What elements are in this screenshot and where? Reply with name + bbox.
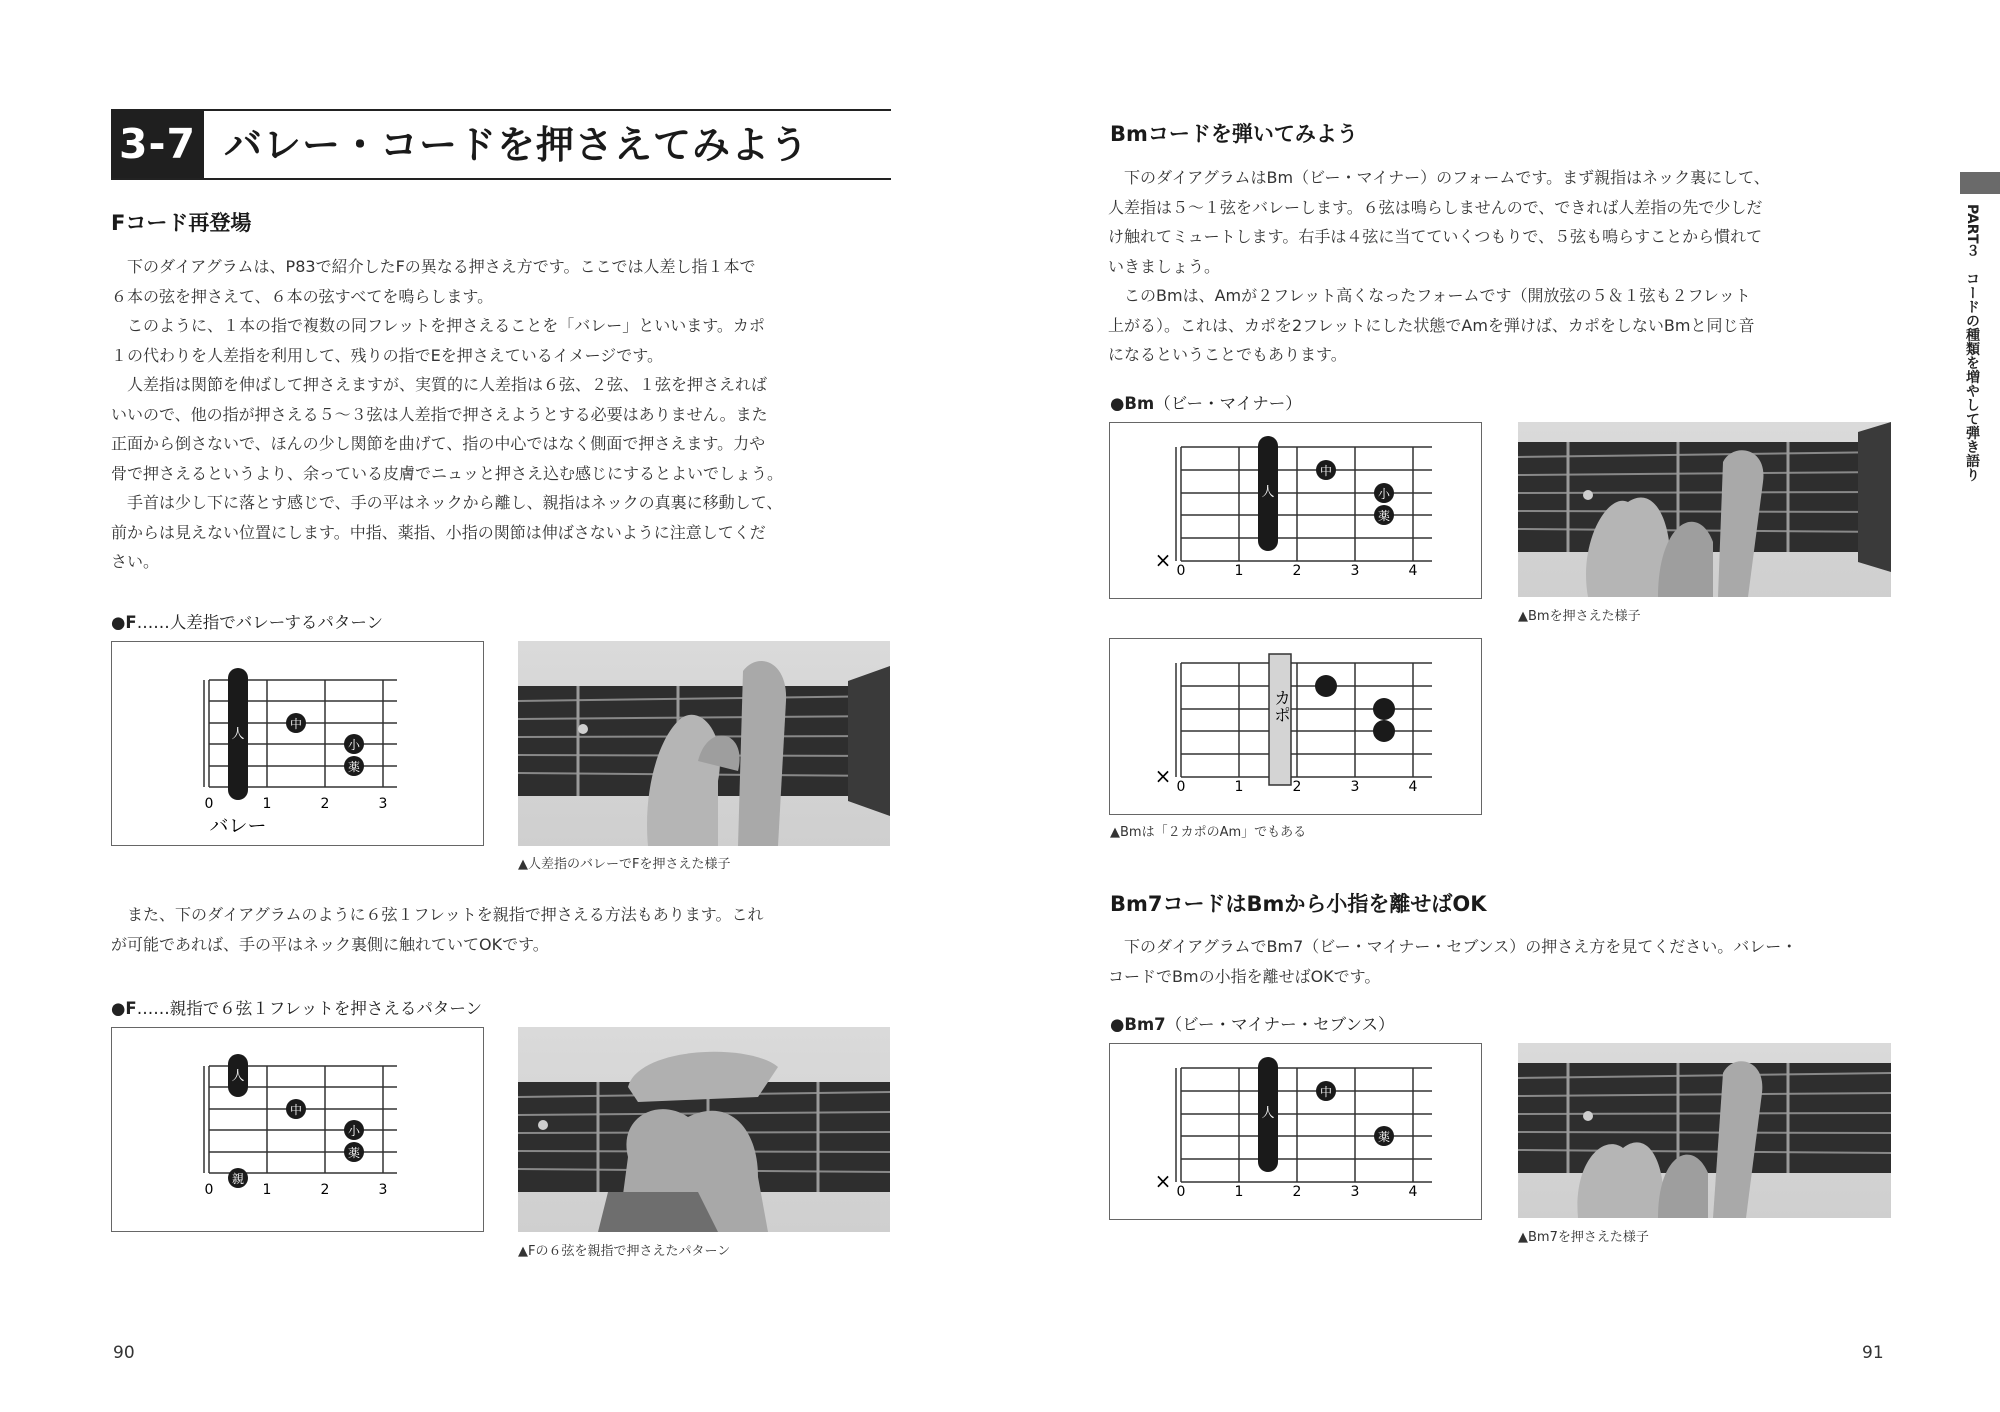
finger-dot xyxy=(1373,720,1395,742)
section-number: 3-7 xyxy=(111,110,204,178)
photo-bm7 xyxy=(1518,1043,1891,1218)
text-line: 正面から倒さないで、ほんの少し関節を曲げて、指の中心ではなく側面で押さえます。力や xyxy=(111,434,766,453)
body-text-4 xyxy=(1108,932,1808,991)
chord-diagram-f-barre xyxy=(111,641,484,846)
photo-caption-f1: ▲人差指のバレーでFを押さえた様子 xyxy=(518,857,731,872)
photo-bm xyxy=(1518,422,1891,597)
middle-finger-label: 中 xyxy=(1319,1085,1333,1099)
fret-number: 3 xyxy=(1350,563,1360,579)
text-line: このように、１本の指で複数の同フレットを押さえることを「バレー」といいます。カポ xyxy=(111,316,765,335)
chord-name: Bm xyxy=(1124,394,1155,413)
ring-finger-label: 薬 xyxy=(1377,509,1391,523)
fret-number: 2 xyxy=(1292,563,1302,579)
fretboard-diagram xyxy=(1110,1044,1481,1219)
photo-caption-bm: ▲Bmを押さえた様子 xyxy=(1518,609,1641,624)
figure-desc: （ビー・マイナー・セブンス） xyxy=(1165,1015,1395,1034)
middle-finger-label: 中 xyxy=(289,717,303,731)
figure-caption-bm7 xyxy=(1110,1011,1395,1035)
figure-caption-f2 xyxy=(111,995,482,1019)
figure-caption-bm xyxy=(1110,390,1302,414)
fret-number: 1 xyxy=(262,1182,272,1198)
fret-number: 3 xyxy=(1350,1184,1360,1200)
photo-caption-f2: ▲Fの６弦を親指で押さえたパターン xyxy=(518,1244,731,1259)
index-finger-label: 人 xyxy=(231,1069,245,1084)
fret-number: 0 xyxy=(1176,1184,1186,1200)
finger-dot xyxy=(1315,675,1337,697)
fret-number: 1 xyxy=(1234,563,1244,579)
bullet-icon: ● xyxy=(111,613,126,632)
text-line: 下のダイアグラムは、P83で紹介したFの異なる押さえ方です。ここでは人差し指１本で xyxy=(111,257,756,276)
fret-number: 2 xyxy=(1292,1184,1302,1200)
chapter-tab-marker xyxy=(1960,172,2000,194)
fret-number: 1 xyxy=(1234,1184,1244,1200)
chord-diagram-bm xyxy=(1109,422,1482,599)
text-line: け触れてミュートします。右手は４弦に当てていくつもりで、５弦も鳴らすことから慣れて xyxy=(1108,227,1763,246)
text-line: また、下のダイアグラムのように６弦１フレットを親指で押さえる方法もあります。これ xyxy=(111,905,764,924)
text-line: が可能であれば、手の平はネック裏側に触れていてOKです。 xyxy=(111,934,549,954)
chord-diagram-bm-capo xyxy=(1109,638,1482,815)
section-heading-bm7: Bm7コードはBmから小指を離せばOK xyxy=(1110,892,1487,916)
photo-f-barre xyxy=(518,641,890,846)
page-number-right: 91 xyxy=(1862,1343,1884,1363)
thumb-label: 親 xyxy=(231,1172,245,1186)
text-line: になるということでもあります。 xyxy=(1108,345,1347,364)
fret-number: 2 xyxy=(320,1182,330,1198)
pinky-finger-label: 小 xyxy=(347,1124,361,1138)
text-line: 前からは見えない位置にします。中指、薬指、小指の関節は伸ばさないように注意してくだ xyxy=(111,522,766,542)
fret-number: 4 xyxy=(1408,563,1418,579)
middle-finger-label: 中 xyxy=(1319,464,1333,478)
body-text-2 xyxy=(111,900,811,959)
text-line: 骨で押さえるというより、余っている皮膚でニュッと押さえ込む感じにするとよいでしょう。 xyxy=(111,463,784,483)
figure-caption-capo: ▲Bmは「２カポのAm」でもある xyxy=(1110,825,1307,840)
body-text-3 xyxy=(1108,163,1808,370)
text-line: 下のダイアグラムはBm（ビー・マイナー）のフォームです。まず親指はネック裏にして、 xyxy=(1108,168,1770,187)
fret-number: 4 xyxy=(1408,779,1418,795)
bullet-icon: ● xyxy=(1110,394,1125,413)
fret-number: 0 xyxy=(1176,563,1186,579)
mute-mark: × xyxy=(1154,548,1172,572)
chapter-tab-label: PART３ コードの種類を増やして弾き語り xyxy=(1964,204,1980,482)
chord-name: F xyxy=(125,999,137,1018)
bullet-icon: ● xyxy=(1110,1015,1125,1034)
text-line: 下のダイアグラムでBm7（ビー・マイナー・セブンス）の押さえ方を見てください。バレー・ xyxy=(1108,937,1798,956)
capo-label: カポ xyxy=(1270,689,1290,723)
fret-number: 2 xyxy=(320,796,330,812)
text-line: 人差指は関節を伸ばして押さえますが、実質的に人差指は６弦、２弦、１弦を押さえれば xyxy=(111,375,768,394)
chord-diagram-f-thumb xyxy=(111,1027,484,1232)
section-heading-bm: Bmコードを弾いてみよう xyxy=(1110,122,1358,146)
pinky-finger-label: 小 xyxy=(1377,487,1391,501)
photo-f-thumb xyxy=(518,1027,890,1232)
text-line: いいので、他の指が押さえる５～３弦は人差指で押さえようとする必要はありません。また xyxy=(111,404,768,424)
middle-finger-label: 中 xyxy=(289,1103,303,1117)
fret-number: 1 xyxy=(262,796,272,812)
fret-number: 1 xyxy=(1234,779,1244,795)
text-line: 人差指は５～１弦をバレーします。６弦は鳴らしませんので、できれば人差指の先で少しだ xyxy=(1108,197,1763,217)
chord-name: F xyxy=(125,613,137,632)
figure-desc: ……人差指でバレーするパターン xyxy=(136,613,384,632)
barre-label: バレー xyxy=(209,815,267,837)
fret-number: 3 xyxy=(1350,779,1360,795)
figure-caption-f1 xyxy=(111,609,383,633)
text-line: さい。 xyxy=(111,552,160,571)
index-finger-label: 人 xyxy=(1261,1106,1275,1121)
ring-finger-label: 薬 xyxy=(347,1146,361,1160)
text-line: コードでBmの小指を離せばOKです。 xyxy=(1108,966,1381,986)
mute-mark: × xyxy=(1154,1169,1172,1193)
page-number-left: 90 xyxy=(113,1343,135,1363)
index-finger-label: 人 xyxy=(231,727,245,742)
text-line: 手首は少し下に落とす感じで、手の平はネックから離し、親指はネックの真裏に移動して、 xyxy=(111,493,783,512)
fret-number: 4 xyxy=(1408,1184,1418,1200)
page-title: バレー・コードを押さえてみよう xyxy=(224,123,810,167)
mute-mark: × xyxy=(1154,764,1172,788)
chord-diagram-bm7 xyxy=(1109,1043,1482,1220)
index-finger-label: 人 xyxy=(1261,485,1275,500)
fret-number: 0 xyxy=(204,1182,214,1198)
text-line: 上がる）。これは、カポを2フレットにした状態でAmを弾けば、カポをしないBmと同じ音 xyxy=(1108,315,1755,335)
text-line: ６本の弦を押さえて、６本の弦すべてを鳴らします。 xyxy=(111,286,494,306)
pinky-finger-label: 小 xyxy=(347,738,361,752)
header-rule-top xyxy=(111,109,891,111)
fret-number: 0 xyxy=(1176,779,1186,795)
chord-name: Bm7 xyxy=(1124,1015,1166,1034)
fret-number: 3 xyxy=(378,796,388,812)
fretboard-diagram xyxy=(112,642,483,845)
photo-caption-bm7: ▲Bm7を押さえた様子 xyxy=(1518,1230,1649,1245)
fretboard-diagram xyxy=(112,1028,483,1231)
text-line: １の代わりを人差指を利用して、残りの指でEを押さえているイメージです。 xyxy=(111,345,664,365)
ring-finger-label: 薬 xyxy=(347,760,361,774)
fretboard-diagram xyxy=(1110,423,1481,598)
ring-finger-label: 薬 xyxy=(1377,1130,1391,1144)
text-line: いきましょう。 xyxy=(1108,256,1221,276)
body-text-1 xyxy=(111,252,811,577)
figure-desc: （ビー・マイナー） xyxy=(1154,394,1302,413)
finger-dot xyxy=(1373,698,1395,720)
fret-number: 2 xyxy=(1292,779,1302,795)
fret-number: 0 xyxy=(204,796,214,812)
bullet-icon: ● xyxy=(111,999,126,1018)
section-heading-f: Fコード再登場 xyxy=(111,211,252,235)
header-rule-bottom xyxy=(111,178,891,180)
text-line: このBmは、Amが２フレット高くなったフォームです（開放弦の５＆１弦も２フレット xyxy=(1108,286,1751,305)
figure-desc: ……親指で６弦１フレットを押さえるパターン xyxy=(136,999,483,1018)
fretboard-diagram xyxy=(1110,639,1481,814)
fret-number: 3 xyxy=(378,1182,388,1198)
